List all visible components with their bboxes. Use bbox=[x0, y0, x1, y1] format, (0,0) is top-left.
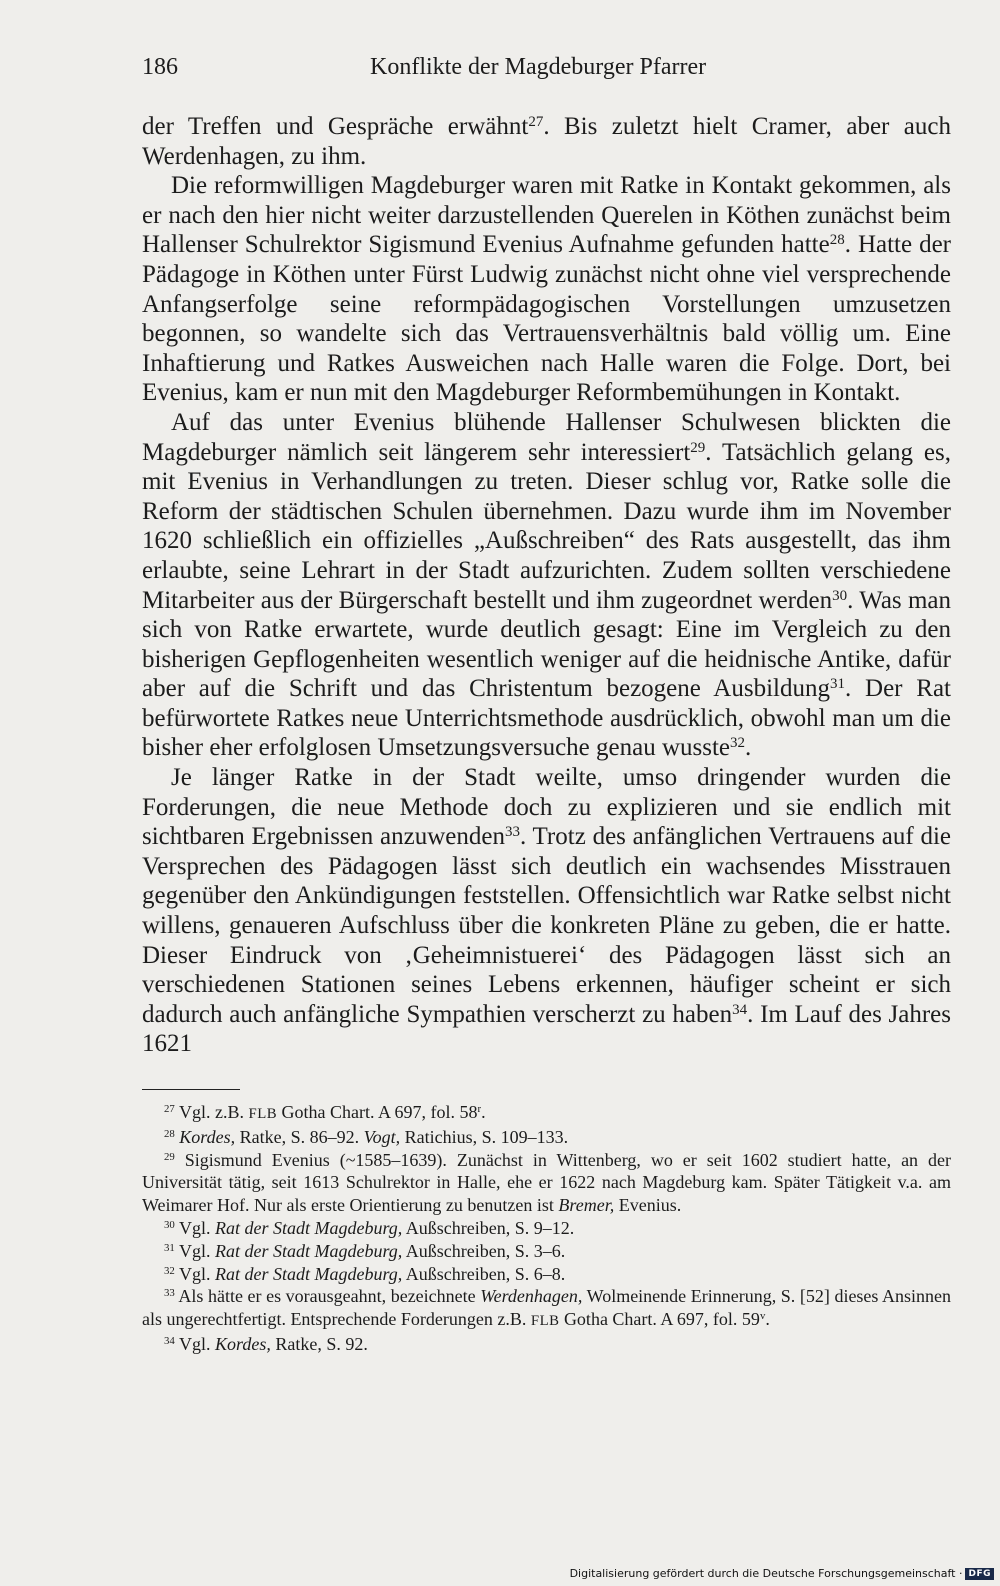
footnote-divider bbox=[142, 1089, 240, 1090]
paragraph-4: Je länger Ratke in der Stadt weilte, umso dringender wurden die Forderungen, die neue Methode doch zu explizieren und sie endlich mit sichtbaren Ergebnissen anzuwenden$^{33}$. Trotz des anfänglichen Vertrauens auf die Versprechen des Pädagogen lässt sich deutlich ein wachsendes Misstrauen gegenüber den Ankündigungen feststellen. Offensichtlich war Ratke selbst nicht willens, genaueren Aufschluss über die konkreten Pläne zu geben, die er hatte. Dieser Eindruck von ‚Geheimnistuerei‘ des Pädagogen lässt sich an verschiedenen Stationen seines Lebens erkennen, häufiger scheint er sich dadurch auch anfängliche Sympathien verscherzt zu haben$^{34}$. Im Lauf des Jahres 1621 bbox=[142, 764, 952, 1058]
footnote-29: $^{29}$ Sigismund Evenius (~1585–1639). Zunächst in Wittenberg, wo er seit 1602 studiert hatte, an der Universität tätig, seit 1613 Schulrektor in Halle, ehe er 1622 nach Magdeburg kam. Später Tätigkeit v.a. am Weimarer Hof. Nur als erste Orientierung zu benutzen ist Bremer, Evenius. bbox=[142, 1149, 952, 1216]
footnote-ref-27[interactable]: 27 bbox=[528, 113, 544, 130]
page-header bbox=[142, 54, 951, 90]
footnote-ref-34[interactable]: 34 bbox=[732, 1001, 748, 1018]
paragraph-1: der Treffen und Gespräche erwähnt$^{27}$. Bis zuletzt hielt Cramer, aber auch Werdenhagen, zu ihm. bbox=[142, 113, 951, 170]
footnote-32: $^{32}$ Vgl. Rat der Stadt Magdeburg, Außschreiben, S. 6–8. bbox=[164, 1263, 566, 1284]
footnote-30: $^{30}$ Vgl. Rat der Stadt Magdeburg, Außschreiben, S. 9–12. bbox=[164, 1217, 575, 1238]
footnote-ref-29[interactable]: 29 bbox=[690, 439, 706, 456]
paragraph-3: Auf das unter Evenius blühende Hallenser Schulwesen blickten die Magdeburger nämlich seit längerem sehr interessiert$^{29}$. Tatsächlich gelang es, mit Evenius in Verhandlungen zu treten. Dieser schlug vor, Ratke solle die Reform der städtischen Schulen übernehmen. Dazu wurde ihm im November 1620 schließlich ein offizielles „Außschreiben“ des Rats ausgestellt, das ihm erlaubte, seine Lehrart in der Stadt aufzurichten. Zudem sollten verschiedene Mitarbeiter aus der Bürgerschaft bestellt und ihm zugeordnet werden$^{30}$. Was man sich von Ratke erwartete, wurde deutlich gesagt: Eine im Vergleich zu den bisherigen Gepflogenheiten wesentlich weniger auf die heidnische Antike, dafür aber auf die Schrift und das Christentum bezogene Ausbildung$^{31}$. Der Rat befürwortete Ratkes neue Unterrichtsmethode ausdrücklich, obwohl man um die bisher eher erfolglosen Umsetzungsversuche genau wusste$^{32}$. bbox=[142, 408, 951, 762]
body-text bbox=[142, 112, 951, 1059]
footnote-ref-28[interactable]: 28 bbox=[829, 232, 845, 249]
dfg-logo-icon: DFG bbox=[965, 1568, 994, 1580]
credit-text: Digitalisierung gefördert durch die Deutsche Forschungsgemeinschaft · bbox=[569, 1567, 963, 1580]
footnote-ref-33[interactable]: 33 bbox=[504, 824, 520, 840]
footnote-28: $^{28}$ Kordes, Ratke, S. 86–92. Vogt, Ratichius, S. 109–133. bbox=[164, 1126, 569, 1147]
running-title: Konflikte der Magdeburger Pfarrer bbox=[370, 54, 707, 80]
footnote-ref-32[interactable]: 32 bbox=[730, 735, 746, 752]
footnote-34: $^{34}$ Vgl. Kordes, Ratke, S. 92. bbox=[164, 1333, 368, 1354]
footnote-31: $^{31}$ Vgl. Rat der Stadt Magdeburg, Außschreiben, S. 3–6. bbox=[164, 1240, 566, 1261]
page-number: 186 bbox=[142, 54, 178, 80]
footnote-27: $^{27}$ Vgl. z.B. FLB Gotha Chart. A 697, fol. 58$^r$. bbox=[164, 1102, 486, 1122]
footnotes bbox=[142, 1101, 951, 1356]
footnote-ref-30[interactable]: 30 bbox=[832, 587, 848, 604]
footnote-ref-31[interactable]: 31 bbox=[829, 676, 845, 693]
paragraph-2: Die reformwilligen Magdeburger waren mit Ratke in Kontakt gekommen, als er nach den hier nicht weiter darzustellenden Querelen in Köthen zunächst beim Hallenser Schulrektor Sigismund Evenius Aufnahme gefunden hatte$^{28}$. Hatte der Pädagoge in Köthen unter Fürst Ludwig zunächst nicht ohne viel versprechende Anfangserfolge seine reformpädagogischen Vorstellungen umzusetzen begonnen, so wandelte sich das Vertrauensverhältnis bald völlig um. Eine Inhaftierung und Ratkes Ausweichen nach Halle waren die Folge. Dort, bei Evenius, kam er nun mit den Magdeburger Reformbemühungen in Kontakt. bbox=[142, 172, 951, 407]
digitization-credit bbox=[570, 1567, 994, 1580]
footnote-33: $^{33}$ Als hätte er es vorausgeahnt, bezeichnete Werdenhagen, Wolmeinende Erinnerung, S. [52] dieses Ansinnen als ungerechtfertigt. Entsprechende Forderungen z.B. FLB Gotha Chart. A 697, fol. 59$^v$. bbox=[142, 1286, 952, 1330]
